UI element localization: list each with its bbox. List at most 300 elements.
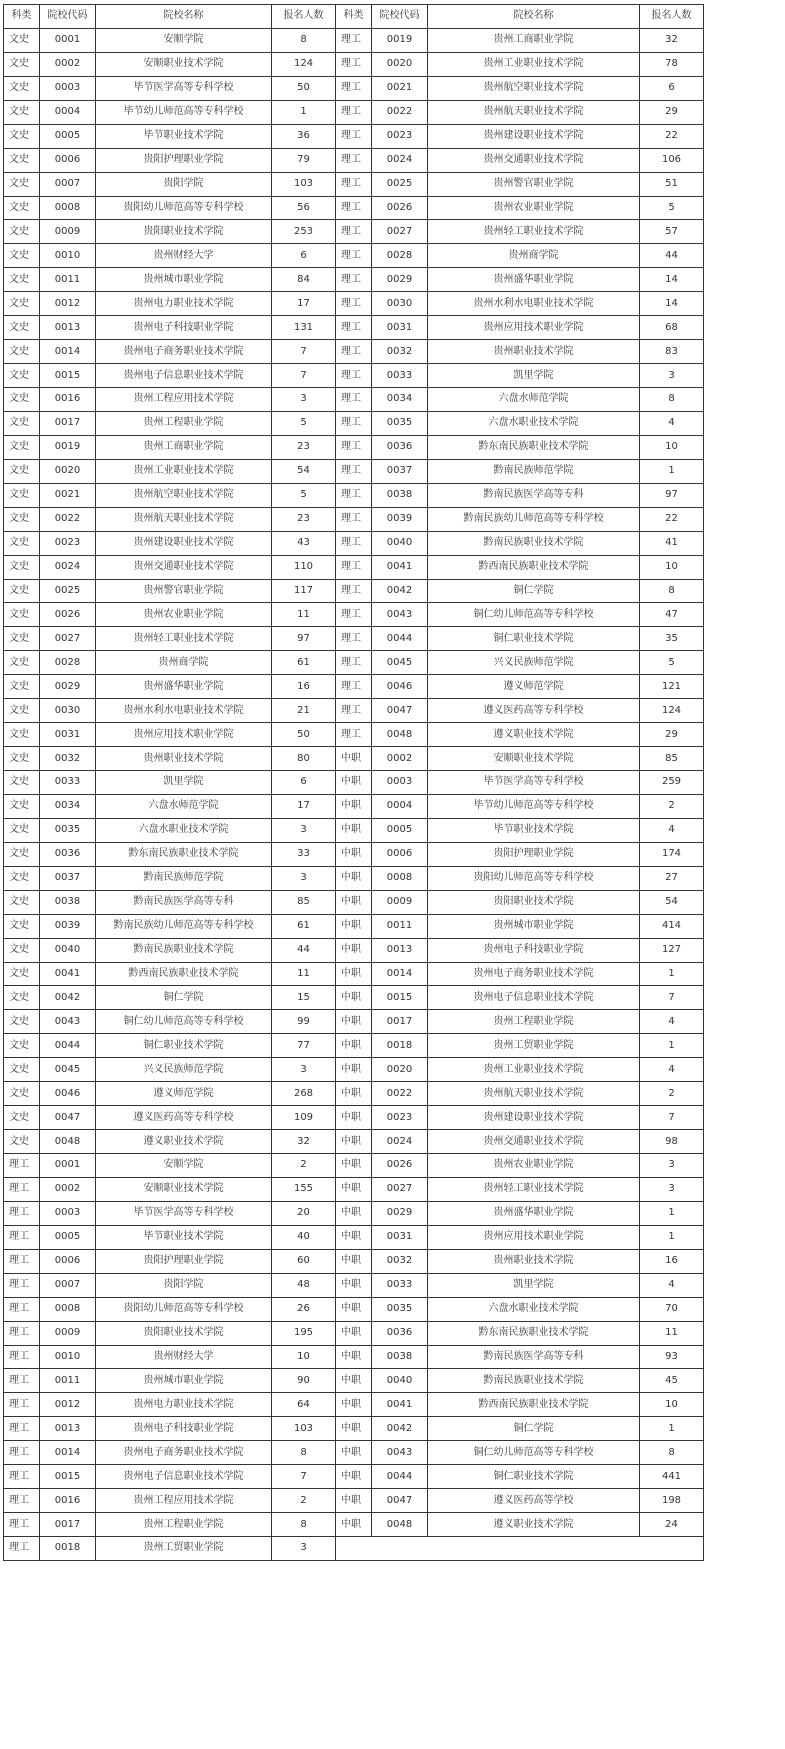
right-category-cell: 中职 xyxy=(336,1417,372,1441)
right-school-name-cell: 贵州城市职业学院 xyxy=(428,914,640,938)
left-school-name-cell: 贵州职业技术学院 xyxy=(96,747,272,771)
left-code-cell: 0013 xyxy=(40,1417,96,1441)
left-school-name-cell: 贵阳学院 xyxy=(96,1273,272,1297)
left-count-cell: 44 xyxy=(272,938,336,962)
right-category-cell: 中职 xyxy=(336,771,372,795)
right-code-cell: 0008 xyxy=(372,866,428,890)
right-category-cell: 理工 xyxy=(336,100,372,124)
table-row xyxy=(4,268,704,292)
right-count-cell: 98 xyxy=(640,1130,704,1154)
right-category-cell: 中职 xyxy=(336,938,372,962)
table-row xyxy=(4,890,704,914)
table-row xyxy=(4,1130,704,1154)
table-row xyxy=(4,1369,704,1393)
left-category-cell: 理工 xyxy=(4,1345,40,1369)
left-category-cell: 文史 xyxy=(4,292,40,316)
table-row xyxy=(4,340,704,364)
left-count-cell: 64 xyxy=(272,1393,336,1417)
right-code-cell: 0032 xyxy=(372,340,428,364)
left-count-cell: 32 xyxy=(272,1130,336,1154)
right-school-name-cell: 黔东南民族职业技术学院 xyxy=(428,1321,640,1345)
left-count-cell: 7 xyxy=(272,1465,336,1489)
table-row xyxy=(4,364,704,388)
right-count-cell: 121 xyxy=(640,675,704,699)
left-code-cell: 0015 xyxy=(40,1465,96,1489)
left-count-cell: 33 xyxy=(272,842,336,866)
left-count-cell: 43 xyxy=(272,531,336,555)
right-code-cell: 0004 xyxy=(372,794,428,818)
left-school-name-cell: 贵阳职业技术学院 xyxy=(96,220,272,244)
right-count-cell: 57 xyxy=(640,220,704,244)
right-school-name-cell: 贵州农业职业学院 xyxy=(428,1154,640,1178)
left-code-cell: 0046 xyxy=(40,1082,96,1106)
right-category-cell: 中职 xyxy=(336,1273,372,1297)
left-category-cell: 理工 xyxy=(4,1489,40,1513)
right-code-cell: 0011 xyxy=(372,914,428,938)
right-code-cell: 0031 xyxy=(372,316,428,340)
right-school-name-cell: 贵州水利水电职业技术学院 xyxy=(428,292,640,316)
left-school-name-cell: 贵州应用技术职业学院 xyxy=(96,723,272,747)
left-school-name-cell: 贵州财经大学 xyxy=(96,244,272,268)
right-empty-cell xyxy=(336,1537,704,1561)
right-count-cell: 4 xyxy=(640,411,704,435)
right-school-name-cell: 贵阳幼儿师范高等专科学校 xyxy=(428,866,640,890)
right-count-cell: 29 xyxy=(640,100,704,124)
left-category-cell: 文史 xyxy=(4,268,40,292)
right-count-cell: 44 xyxy=(640,244,704,268)
left-school-name-cell: 贵州电子信息职业技术学院 xyxy=(96,1465,272,1489)
left-category-cell: 文史 xyxy=(4,316,40,340)
left-count-cell: 11 xyxy=(272,962,336,986)
left-category-cell: 文史 xyxy=(4,699,40,723)
table-row xyxy=(4,603,704,627)
table-row xyxy=(4,986,704,1010)
table-row xyxy=(4,1489,704,1513)
right-count-cell: 441 xyxy=(640,1465,704,1489)
left-category-cell: 文史 xyxy=(4,76,40,100)
right-count-cell: 3 xyxy=(640,1177,704,1201)
right-code-cell: 0020 xyxy=(372,1058,428,1082)
left-count-cell: 48 xyxy=(272,1273,336,1297)
table-row xyxy=(4,100,704,124)
right-category-cell: 中职 xyxy=(336,1321,372,1345)
right-category-cell: 理工 xyxy=(336,196,372,220)
right-count-cell: 1 xyxy=(640,1201,704,1225)
right-code-cell: 0038 xyxy=(372,1345,428,1369)
left-code-cell: 0015 xyxy=(40,364,96,388)
right-category-cell: 理工 xyxy=(336,555,372,579)
right-code-cell: 0041 xyxy=(372,555,428,579)
left-school-name-cell: 铜仁学院 xyxy=(96,986,272,1010)
right-school-name-cell: 贵州商学院 xyxy=(428,244,640,268)
left-category-cell: 文史 xyxy=(4,507,40,531)
right-school-name-cell: 贵阳护理职业学院 xyxy=(428,842,640,866)
right-school-name-cell: 贵州建设职业技术学院 xyxy=(428,124,640,148)
right-count-cell: 4 xyxy=(640,1058,704,1082)
left-category-cell: 文史 xyxy=(4,1106,40,1130)
left-count-cell: 124 xyxy=(272,52,336,76)
right-count-cell: 68 xyxy=(640,316,704,340)
right-code-cell: 0028 xyxy=(372,244,428,268)
left-count-cell: 6 xyxy=(272,244,336,268)
left-count-cell: 23 xyxy=(272,435,336,459)
right-code-cell: 0042 xyxy=(372,1417,428,1441)
header-school-name-left: 院校名称 xyxy=(96,5,272,29)
left-category-cell: 文史 xyxy=(4,603,40,627)
table-row xyxy=(4,818,704,842)
left-code-cell: 0021 xyxy=(40,483,96,507)
right-code-cell: 0031 xyxy=(372,1225,428,1249)
left-code-cell: 0012 xyxy=(40,292,96,316)
right-count-cell: 70 xyxy=(640,1297,704,1321)
right-count-cell: 54 xyxy=(640,890,704,914)
left-school-name-cell: 贵州轻工职业技术学院 xyxy=(96,627,272,651)
right-code-cell: 0027 xyxy=(372,1177,428,1201)
left-count-cell: 3 xyxy=(272,1058,336,1082)
left-code-cell: 0025 xyxy=(40,579,96,603)
right-code-cell: 0006 xyxy=(372,842,428,866)
left-count-cell: 56 xyxy=(272,196,336,220)
left-school-name-cell: 毕节职业技术学院 xyxy=(96,124,272,148)
right-school-name-cell: 贵州电子商务职业技术学院 xyxy=(428,962,640,986)
left-count-cell: 23 xyxy=(272,507,336,531)
left-count-cell: 54 xyxy=(272,459,336,483)
table-row xyxy=(4,1010,704,1034)
right-category-cell: 中职 xyxy=(336,1130,372,1154)
left-school-name-cell: 贵州电子信息职业技术学院 xyxy=(96,364,272,388)
right-category-cell: 理工 xyxy=(336,148,372,172)
right-school-name-cell: 贵州应用技术职业学院 xyxy=(428,316,640,340)
left-school-name-cell: 贵州工程应用技术学院 xyxy=(96,388,272,412)
left-count-cell: 103 xyxy=(272,172,336,196)
left-code-cell: 0031 xyxy=(40,723,96,747)
table-row xyxy=(4,1417,704,1441)
left-school-name-cell: 毕节医学高等专科学校 xyxy=(96,76,272,100)
registration-table xyxy=(3,4,704,1561)
left-code-cell: 0043 xyxy=(40,1010,96,1034)
left-school-name-cell: 贵州城市职业学院 xyxy=(96,1369,272,1393)
right-category-cell: 中职 xyxy=(336,890,372,914)
right-category-cell: 理工 xyxy=(336,603,372,627)
left-code-cell: 0017 xyxy=(40,411,96,435)
right-school-name-cell: 贵阳职业技术学院 xyxy=(428,890,640,914)
right-count-cell: 198 xyxy=(640,1489,704,1513)
table-row xyxy=(4,459,704,483)
right-category-cell: 中职 xyxy=(336,1154,372,1178)
right-school-name-cell: 遵义职业技术学院 xyxy=(428,723,640,747)
table-row xyxy=(4,579,704,603)
table-row xyxy=(4,148,704,172)
right-school-name-cell: 毕节职业技术学院 xyxy=(428,818,640,842)
left-code-cell: 0035 xyxy=(40,818,96,842)
left-code-cell: 0013 xyxy=(40,316,96,340)
left-category-cell: 文史 xyxy=(4,579,40,603)
left-code-cell: 0034 xyxy=(40,794,96,818)
left-school-name-cell: 贵州工业职业技术学院 xyxy=(96,459,272,483)
right-category-cell: 中职 xyxy=(336,842,372,866)
left-school-name-cell: 贵州工程应用技术学院 xyxy=(96,1489,272,1513)
left-code-cell: 0001 xyxy=(40,1154,96,1178)
right-code-cell: 0046 xyxy=(372,675,428,699)
left-category-cell: 文史 xyxy=(4,1010,40,1034)
left-category-cell: 文史 xyxy=(4,866,40,890)
left-school-name-cell: 贵州交通职业技术学院 xyxy=(96,555,272,579)
right-count-cell: 85 xyxy=(640,747,704,771)
left-school-name-cell: 黔南民族职业技术学院 xyxy=(96,938,272,962)
left-code-cell: 0007 xyxy=(40,1273,96,1297)
right-school-name-cell: 贵州农业职业学院 xyxy=(428,196,640,220)
right-code-cell: 0036 xyxy=(372,1321,428,1345)
right-school-name-cell: 毕节医学高等专科学校 xyxy=(428,771,640,795)
right-category-cell: 理工 xyxy=(336,627,372,651)
right-code-cell: 0018 xyxy=(372,1034,428,1058)
right-category-cell: 中职 xyxy=(336,794,372,818)
right-count-cell: 124 xyxy=(640,699,704,723)
left-code-cell: 0029 xyxy=(40,675,96,699)
table-row xyxy=(4,1537,704,1561)
left-school-name-cell: 贵州工程职业学院 xyxy=(96,411,272,435)
right-code-cell: 0013 xyxy=(372,938,428,962)
right-code-cell: 0044 xyxy=(372,1465,428,1489)
left-code-cell: 0014 xyxy=(40,340,96,364)
left-count-cell: 6 xyxy=(272,771,336,795)
left-school-name-cell: 贵阳护理职业学院 xyxy=(96,1249,272,1273)
left-school-name-cell: 贵州水利水电职业技术学院 xyxy=(96,699,272,723)
table-row xyxy=(4,555,704,579)
left-code-cell: 0010 xyxy=(40,244,96,268)
right-count-cell: 414 xyxy=(640,914,704,938)
right-category-cell: 中职 xyxy=(336,1369,372,1393)
left-count-cell: 77 xyxy=(272,1034,336,1058)
left-school-name-cell: 黔南民族医学高等专科 xyxy=(96,890,272,914)
left-code-cell: 0009 xyxy=(40,1321,96,1345)
left-count-cell: 103 xyxy=(272,1417,336,1441)
left-count-cell: 117 xyxy=(272,579,336,603)
left-code-cell: 0024 xyxy=(40,555,96,579)
left-school-name-cell: 贵州工商职业学院 xyxy=(96,435,272,459)
left-code-cell: 0039 xyxy=(40,914,96,938)
right-code-cell: 0040 xyxy=(372,1369,428,1393)
right-category-cell: 中职 xyxy=(336,986,372,1010)
right-school-name-cell: 贵州工贸职业学院 xyxy=(428,1034,640,1058)
right-category-cell: 理工 xyxy=(336,459,372,483)
right-category-cell: 理工 xyxy=(336,675,372,699)
left-category-cell: 理工 xyxy=(4,1417,40,1441)
header-row xyxy=(4,5,704,29)
table-row xyxy=(4,914,704,938)
right-category-cell: 理工 xyxy=(336,483,372,507)
table-row xyxy=(4,435,704,459)
left-category-cell: 理工 xyxy=(4,1537,40,1561)
table-row xyxy=(4,196,704,220)
right-category-cell: 中职 xyxy=(336,747,372,771)
right-code-cell: 0029 xyxy=(372,1201,428,1225)
right-school-name-cell: 黔南民族师范学院 xyxy=(428,459,640,483)
left-code-cell: 0045 xyxy=(40,1058,96,1082)
right-category-cell: 理工 xyxy=(336,411,372,435)
right-category-cell: 理工 xyxy=(336,651,372,675)
left-code-cell: 0002 xyxy=(40,52,96,76)
right-category-cell: 理工 xyxy=(336,507,372,531)
left-school-name-cell: 贵州电子商务职业技术学院 xyxy=(96,1441,272,1465)
left-count-cell: 97 xyxy=(272,627,336,651)
right-count-cell: 5 xyxy=(640,196,704,220)
right-code-cell: 0005 xyxy=(372,818,428,842)
right-count-cell: 3 xyxy=(640,364,704,388)
left-category-cell: 文史 xyxy=(4,771,40,795)
table-row xyxy=(4,747,704,771)
left-count-cell: 11 xyxy=(272,603,336,627)
right-code-cell: 0024 xyxy=(372,1130,428,1154)
left-category-cell: 理工 xyxy=(4,1321,40,1345)
left-code-cell: 0019 xyxy=(40,435,96,459)
right-category-cell: 中职 xyxy=(336,1249,372,1273)
right-school-name-cell: 黔西南民族职业技术学院 xyxy=(428,555,640,579)
table-row xyxy=(4,1225,704,1249)
table-row xyxy=(4,866,704,890)
header-code-right: 院校代码 xyxy=(372,5,428,29)
table-row xyxy=(4,842,704,866)
right-count-cell: 3 xyxy=(640,1154,704,1178)
left-count-cell: 50 xyxy=(272,76,336,100)
right-school-name-cell: 贵州职业技术学院 xyxy=(428,1249,640,1273)
right-code-cell: 0022 xyxy=(372,1082,428,1106)
right-code-cell: 0038 xyxy=(372,483,428,507)
left-count-cell: 3 xyxy=(272,866,336,890)
right-category-cell: 理工 xyxy=(336,531,372,555)
left-count-cell: 7 xyxy=(272,340,336,364)
left-code-cell: 0028 xyxy=(40,651,96,675)
left-category-cell: 文史 xyxy=(4,388,40,412)
left-code-cell: 0027 xyxy=(40,627,96,651)
left-category-cell: 文史 xyxy=(4,124,40,148)
right-code-cell: 0035 xyxy=(372,1297,428,1321)
left-school-name-cell: 贵州工贸职业学院 xyxy=(96,1537,272,1561)
left-category-cell: 文史 xyxy=(4,364,40,388)
left-category-cell: 文史 xyxy=(4,1082,40,1106)
right-category-cell: 中职 xyxy=(336,1082,372,1106)
left-count-cell: 26 xyxy=(272,1297,336,1321)
table-row xyxy=(4,699,704,723)
right-school-name-cell: 铜仁学院 xyxy=(428,1417,640,1441)
left-category-cell: 文史 xyxy=(4,531,40,555)
table-row xyxy=(4,1177,704,1201)
right-school-name-cell: 贵州航天职业技术学院 xyxy=(428,1082,640,1106)
table-body xyxy=(4,28,704,1560)
right-count-cell: 7 xyxy=(640,1106,704,1130)
left-category-cell: 文史 xyxy=(4,555,40,579)
left-school-name-cell: 安顺学院 xyxy=(96,1154,272,1178)
left-category-cell: 文史 xyxy=(4,435,40,459)
right-school-name-cell: 黔南民族职业技术学院 xyxy=(428,1369,640,1393)
left-count-cell: 2 xyxy=(272,1154,336,1178)
left-school-name-cell: 贵州城市职业学院 xyxy=(96,268,272,292)
left-code-cell: 0036 xyxy=(40,842,96,866)
left-category-cell: 文史 xyxy=(4,723,40,747)
left-school-name-cell: 铜仁幼儿师范高等专科学校 xyxy=(96,1010,272,1034)
table-row xyxy=(4,411,704,435)
left-category-cell: 理工 xyxy=(4,1154,40,1178)
right-school-name-cell: 贵州警官职业学院 xyxy=(428,172,640,196)
left-school-name-cell: 贵州商学院 xyxy=(96,651,272,675)
left-count-cell: 20 xyxy=(272,1201,336,1225)
left-school-name-cell: 毕节医学高等专科学校 xyxy=(96,1201,272,1225)
left-category-cell: 文史 xyxy=(4,100,40,124)
left-category-cell: 文史 xyxy=(4,459,40,483)
right-school-name-cell: 黔南民族医学高等专科 xyxy=(428,483,640,507)
table-row xyxy=(4,1201,704,1225)
left-category-cell: 文史 xyxy=(4,1034,40,1058)
right-school-name-cell: 黔南民族幼儿师范高等专科学校 xyxy=(428,507,640,531)
right-code-cell: 0015 xyxy=(372,986,428,1010)
table-row xyxy=(4,316,704,340)
right-school-name-cell: 铜仁学院 xyxy=(428,579,640,603)
left-code-cell: 0038 xyxy=(40,890,96,914)
left-count-cell: 3 xyxy=(272,388,336,412)
right-code-cell: 0039 xyxy=(372,507,428,531)
right-category-cell: 中职 xyxy=(336,1201,372,1225)
left-category-cell: 理工 xyxy=(4,1201,40,1225)
right-school-name-cell: 贵州航空职业技术学院 xyxy=(428,76,640,100)
left-count-cell: 268 xyxy=(272,1082,336,1106)
right-category-cell: 理工 xyxy=(336,388,372,412)
right-code-cell: 0021 xyxy=(372,76,428,100)
left-count-cell: 253 xyxy=(272,220,336,244)
left-school-name-cell: 毕节职业技术学院 xyxy=(96,1225,272,1249)
left-count-cell: 85 xyxy=(272,890,336,914)
left-code-cell: 0003 xyxy=(40,76,96,100)
left-category-cell: 文史 xyxy=(4,938,40,962)
right-count-cell: 174 xyxy=(640,842,704,866)
left-code-cell: 0018 xyxy=(40,1537,96,1561)
left-count-cell: 79 xyxy=(272,148,336,172)
table-row xyxy=(4,28,704,52)
left-code-cell: 0003 xyxy=(40,1201,96,1225)
left-category-cell: 文史 xyxy=(4,483,40,507)
left-category-cell: 文史 xyxy=(4,651,40,675)
table-row xyxy=(4,627,704,651)
right-code-cell: 0033 xyxy=(372,364,428,388)
header-category-right: 科类 xyxy=(336,5,372,29)
left-school-name-cell: 黔南民族幼儿师范高等专科学校 xyxy=(96,914,272,938)
left-category-cell: 文史 xyxy=(4,52,40,76)
table-row xyxy=(4,1441,704,1465)
right-school-name-cell: 六盘水职业技术学院 xyxy=(428,1297,640,1321)
left-school-name-cell: 安顺职业技术学院 xyxy=(96,52,272,76)
left-school-name-cell: 黔东南民族职业技术学院 xyxy=(96,842,272,866)
right-code-cell: 0002 xyxy=(372,747,428,771)
right-code-cell: 0009 xyxy=(372,890,428,914)
right-category-cell: 理工 xyxy=(336,723,372,747)
right-category-cell: 理工 xyxy=(336,124,372,148)
right-count-cell: 259 xyxy=(640,771,704,795)
right-count-cell: 51 xyxy=(640,172,704,196)
right-code-cell: 0024 xyxy=(372,148,428,172)
left-code-cell: 0009 xyxy=(40,220,96,244)
left-school-name-cell: 贵州电力职业技术学院 xyxy=(96,1393,272,1417)
left-school-name-cell: 贵阳幼儿师范高等专科学校 xyxy=(96,1297,272,1321)
right-school-name-cell: 黔西南民族职业技术学院 xyxy=(428,1393,640,1417)
right-count-cell: 97 xyxy=(640,483,704,507)
right-count-cell: 24 xyxy=(640,1513,704,1537)
left-school-name-cell: 贵州建设职业技术学院 xyxy=(96,531,272,555)
right-code-cell: 0032 xyxy=(372,1249,428,1273)
left-school-name-cell: 遵义职业技术学院 xyxy=(96,1130,272,1154)
left-school-name-cell: 遵义医药高等专科学校 xyxy=(96,1106,272,1130)
right-school-name-cell: 遵义职业技术学院 xyxy=(428,1513,640,1537)
right-school-name-cell: 安顺职业技术学院 xyxy=(428,747,640,771)
right-category-cell: 中职 xyxy=(336,1441,372,1465)
